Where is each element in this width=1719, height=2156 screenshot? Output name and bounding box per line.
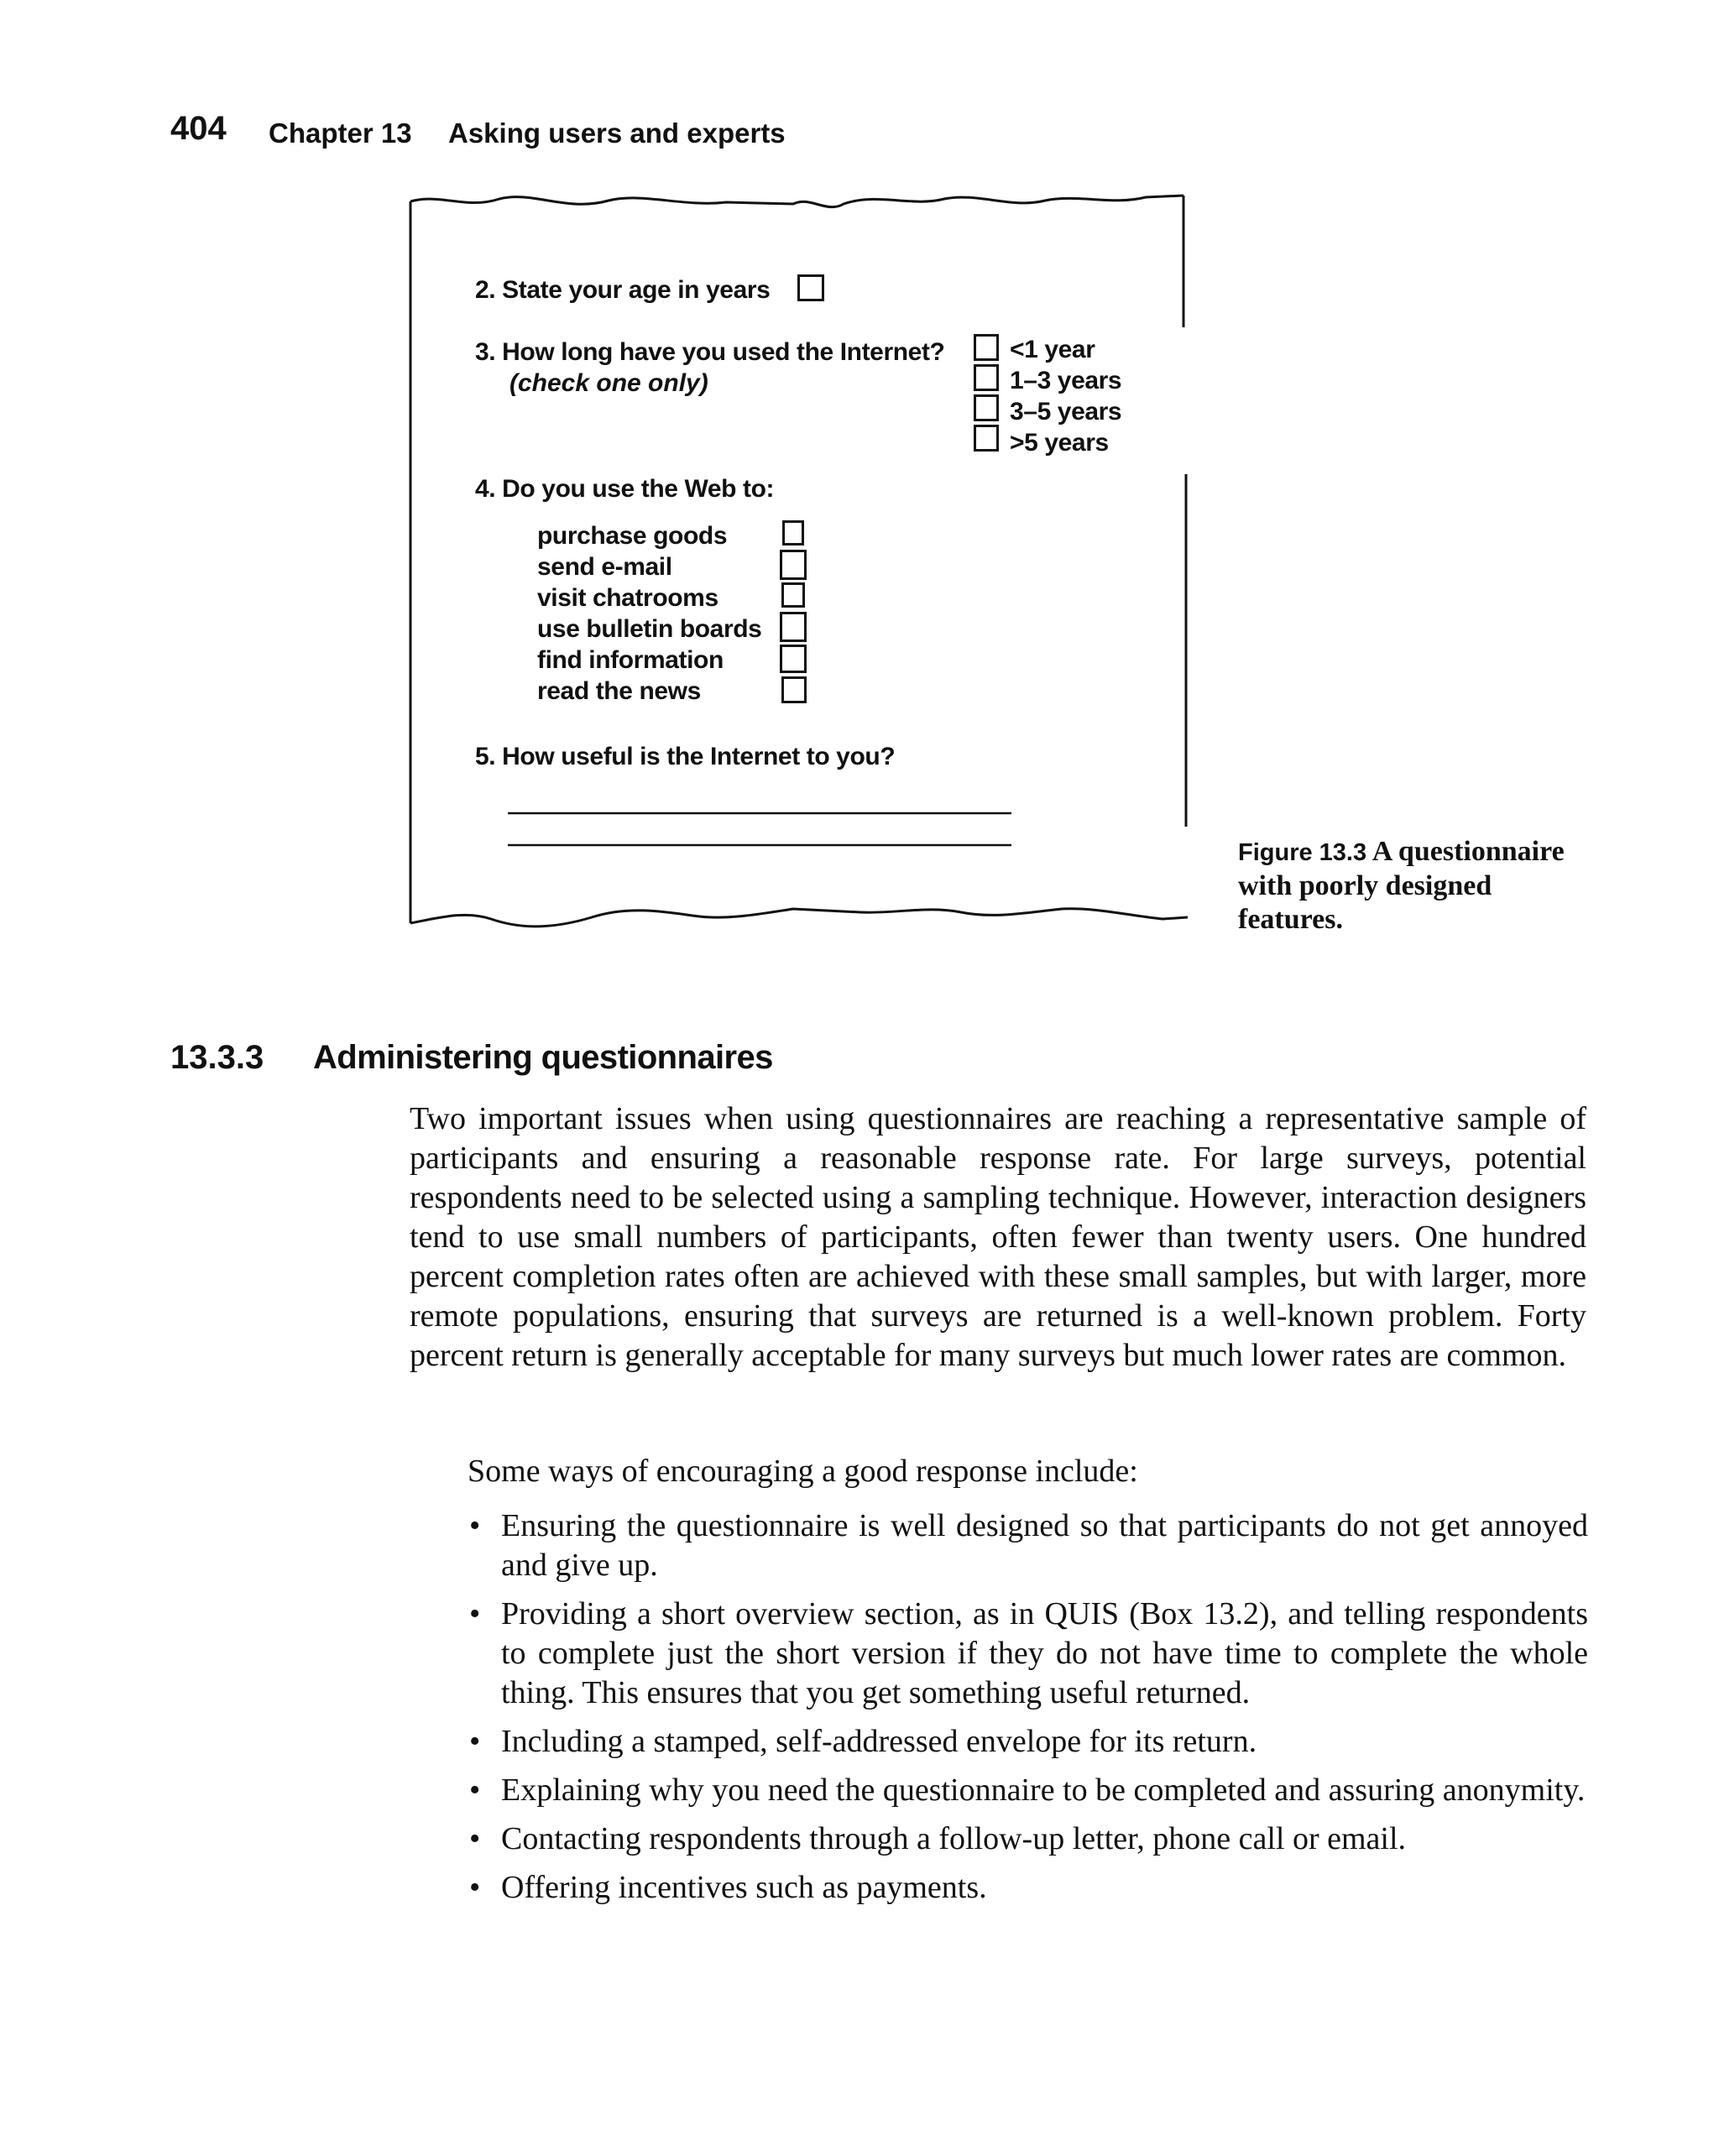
figure-caption-text: A questionnaire with poorly designed features. (1238, 836, 1565, 935)
list-item-text: Offering incentives such as payments. (501, 1870, 987, 1905)
list-item (468, 1771, 1588, 1810)
bullet-icon: • (469, 1596, 481, 1631)
bullet-icon: • (469, 1772, 481, 1808)
bullet-icon: • (469, 1821, 481, 1856)
bullet-icon: • (469, 1724, 481, 1759)
figure-caption (1238, 835, 1599, 937)
body-paragraph: Two important issues when using questionnaires are reaching a representative sample of participants and ensuring a reasonable response rate. For large surveys, potential respondents need to be selected using a sampling technique. However, interaction designers tend to use small numbers of participants, often fewer than twenty users. One hundred percent completion rates often are achieved with these small samples, but with larger, more remote populations, ensuring that surveys are returned is a well-known problem. Forty percent return is generally acceptable for many surveys but much lower rates are common. (410, 1101, 1586, 1373)
list-item-text: Ensuring the questionnaire is well designed so that participants do not get annoyed and give up. (501, 1508, 1588, 1583)
internet-duration-option: <1 year (1010, 336, 1095, 363)
question-5-label: 5. How useful is the Internet to you? (475, 743, 896, 770)
list-item (468, 1722, 1588, 1762)
question-4-label: 4. Do you use the Web to: (475, 475, 775, 503)
list-item-text: Including a stamped, self-addressed envelope for its return. (501, 1724, 1257, 1759)
chapter-label: Chapter 13 (269, 117, 412, 149)
age-checkbox[interactable] (797, 274, 824, 301)
web-use-checkbox[interactable] (780, 645, 807, 673)
question-3-note: (check one only) (509, 369, 708, 397)
list-intro: Some ways of encouraging a good response include: (468, 1454, 1138, 1489)
bullet-icon: • (469, 1508, 481, 1543)
web-use-checkbox[interactable] (781, 676, 807, 703)
question-3-label: 3. How long have you used the Internet? (475, 338, 945, 366)
question-2-label: 2. State your age in years (475, 276, 771, 304)
list-item (468, 1506, 1588, 1585)
internet-duration-checkbox[interactable] (974, 364, 999, 391)
section-title: Administering questionnaires (313, 1039, 773, 1076)
list-item-text: Contacting respondents through a follow-up letter, phone call or email. (501, 1821, 1407, 1856)
running-title: Asking users and experts (448, 117, 786, 149)
web-use-checkbox[interactable] (782, 520, 804, 546)
bullet-icon: • (469, 1870, 481, 1905)
section-number: 13.3.3 (170, 1039, 264, 1076)
internet-duration-checkbox[interactable] (974, 425, 999, 452)
response-tips-list (468, 1506, 1588, 1917)
internet-duration-checkbox[interactable] (974, 334, 999, 361)
web-use-checkbox[interactable] (781, 582, 805, 608)
list-item-text: Explaining why you need the questionnaire to be completed and assuring anonymity. (501, 1772, 1586, 1808)
web-use-option: find information (537, 646, 724, 674)
list-item (468, 1819, 1588, 1859)
internet-duration-checkbox[interactable] (974, 394, 999, 421)
web-use-option: purchase goods (537, 522, 728, 550)
web-use-checkbox[interactable] (780, 550, 807, 580)
internet-duration-option: 3–5 years (1010, 398, 1122, 425)
web-use-option: read the news (537, 677, 701, 705)
list-item (468, 1868, 1588, 1908)
web-use-option: send e-mail (537, 553, 672, 581)
page-number: 404 (170, 110, 227, 147)
web-use-option: use bulletin boards (537, 615, 762, 643)
internet-duration-option: 1–3 years (1010, 367, 1122, 394)
internet-duration-option: >5 years (1010, 429, 1109, 457)
web-use-checkbox[interactable] (780, 612, 807, 642)
web-use-option: visit chatrooms (537, 584, 718, 612)
list-item (468, 1595, 1588, 1713)
list-item-text: Providing a short overview section, as in QUIS (Box 13.2), and telling respondents to complete just the short version if they do not have time to complete the whole thing. This ensures that you get something useful returned. (501, 1596, 1588, 1710)
internet-duration-options (1010, 334, 1121, 458)
figure-label: Figure 13.3 (1238, 839, 1367, 866)
web-use-options (537, 520, 761, 707)
